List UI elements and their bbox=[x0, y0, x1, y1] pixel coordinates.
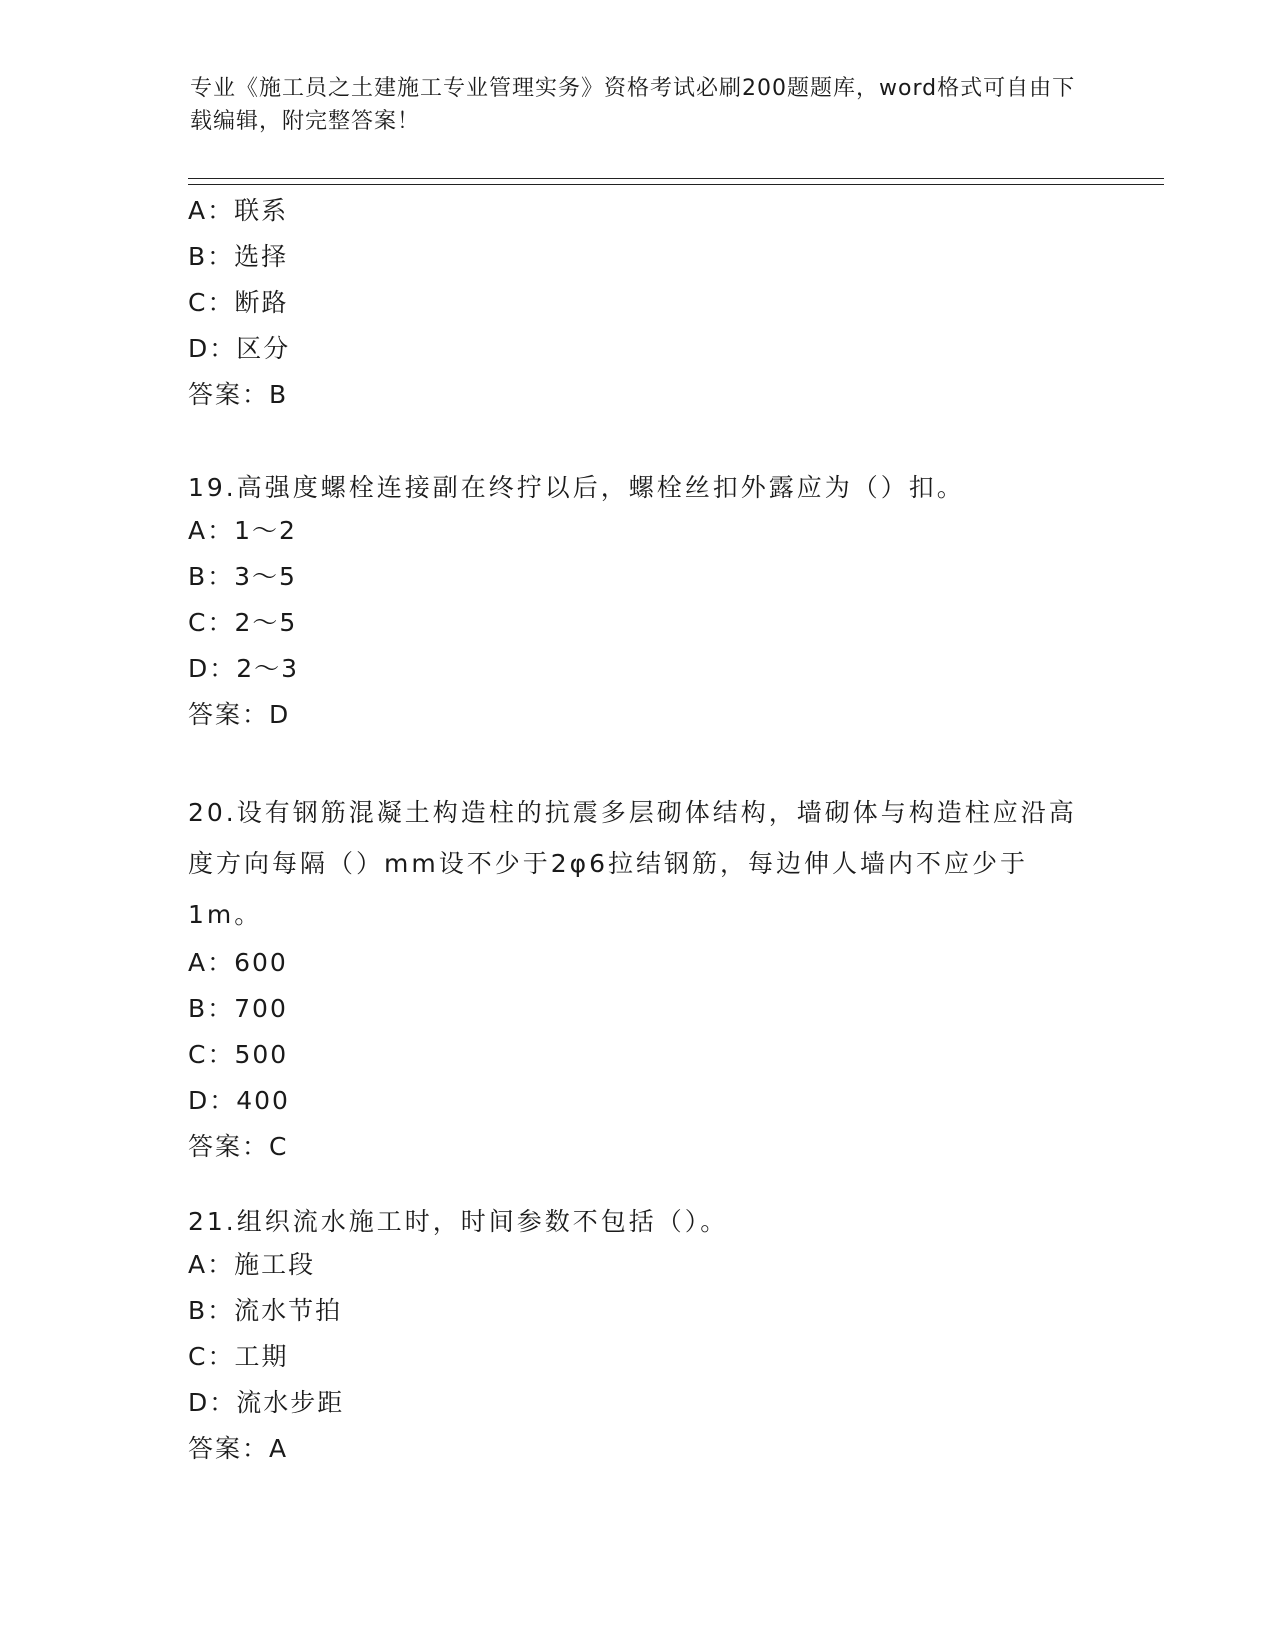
answer-line: 答案：B bbox=[188, 380, 289, 409]
option-a: A：施工段 bbox=[188, 1250, 316, 1279]
option-b: B：流水节拍 bbox=[188, 1296, 343, 1325]
option-a: A：1～2 bbox=[188, 516, 297, 545]
option-d: D：区分 bbox=[188, 334, 291, 363]
option-d: D：2～3 bbox=[188, 654, 300, 683]
option-c: C：工期 bbox=[188, 1342, 289, 1371]
option-d: D：400 bbox=[188, 1086, 290, 1115]
option-b: B：700 bbox=[188, 994, 288, 1023]
question-text: 21.组织流水施工时，时间参数不包括（）。 bbox=[188, 1207, 729, 1236]
option-a: A：联系 bbox=[188, 196, 289, 225]
option-c: C：2～5 bbox=[188, 608, 298, 637]
option-d: D：流水步距 bbox=[188, 1388, 345, 1417]
document-header: 专业《施工员之土建施工专业管理实务》资格考试必刷200题题库，word格式可自由下载编辑，附完整答案！ bbox=[190, 76, 1076, 134]
option-a: A：600 bbox=[188, 948, 288, 977]
option-c: C：断路 bbox=[188, 288, 289, 317]
header-divider-top bbox=[188, 178, 1164, 179]
question-block-20 bbox=[188, 787, 1088, 1170]
question-block-19 bbox=[188, 462, 1088, 738]
answer-line: 答案：A bbox=[188, 1434, 289, 1463]
option-b: B：选择 bbox=[188, 242, 289, 271]
option-c: C：500 bbox=[188, 1040, 289, 1069]
answer-line: 答案：D bbox=[188, 700, 291, 729]
answer-line: 答案：C bbox=[188, 1132, 289, 1161]
question-text: 19.高强度螺栓连接副在终拧以后，螺栓丝扣外露应为（）扣。 bbox=[188, 473, 965, 502]
question-text: 20.设有钢筋混凝土构造柱的抗震多层砌体结构，墙砌体与构造柱应沿高度方向每隔（）mm设不少于2φ6拉结钢筋，每边伸人墙内不应少于1m。 bbox=[188, 798, 1077, 929]
question-block-18 bbox=[188, 188, 1088, 418]
question-block-21 bbox=[188, 1196, 1088, 1472]
header-divider-bottom bbox=[188, 184, 1164, 185]
option-b: B：3～5 bbox=[188, 562, 297, 591]
